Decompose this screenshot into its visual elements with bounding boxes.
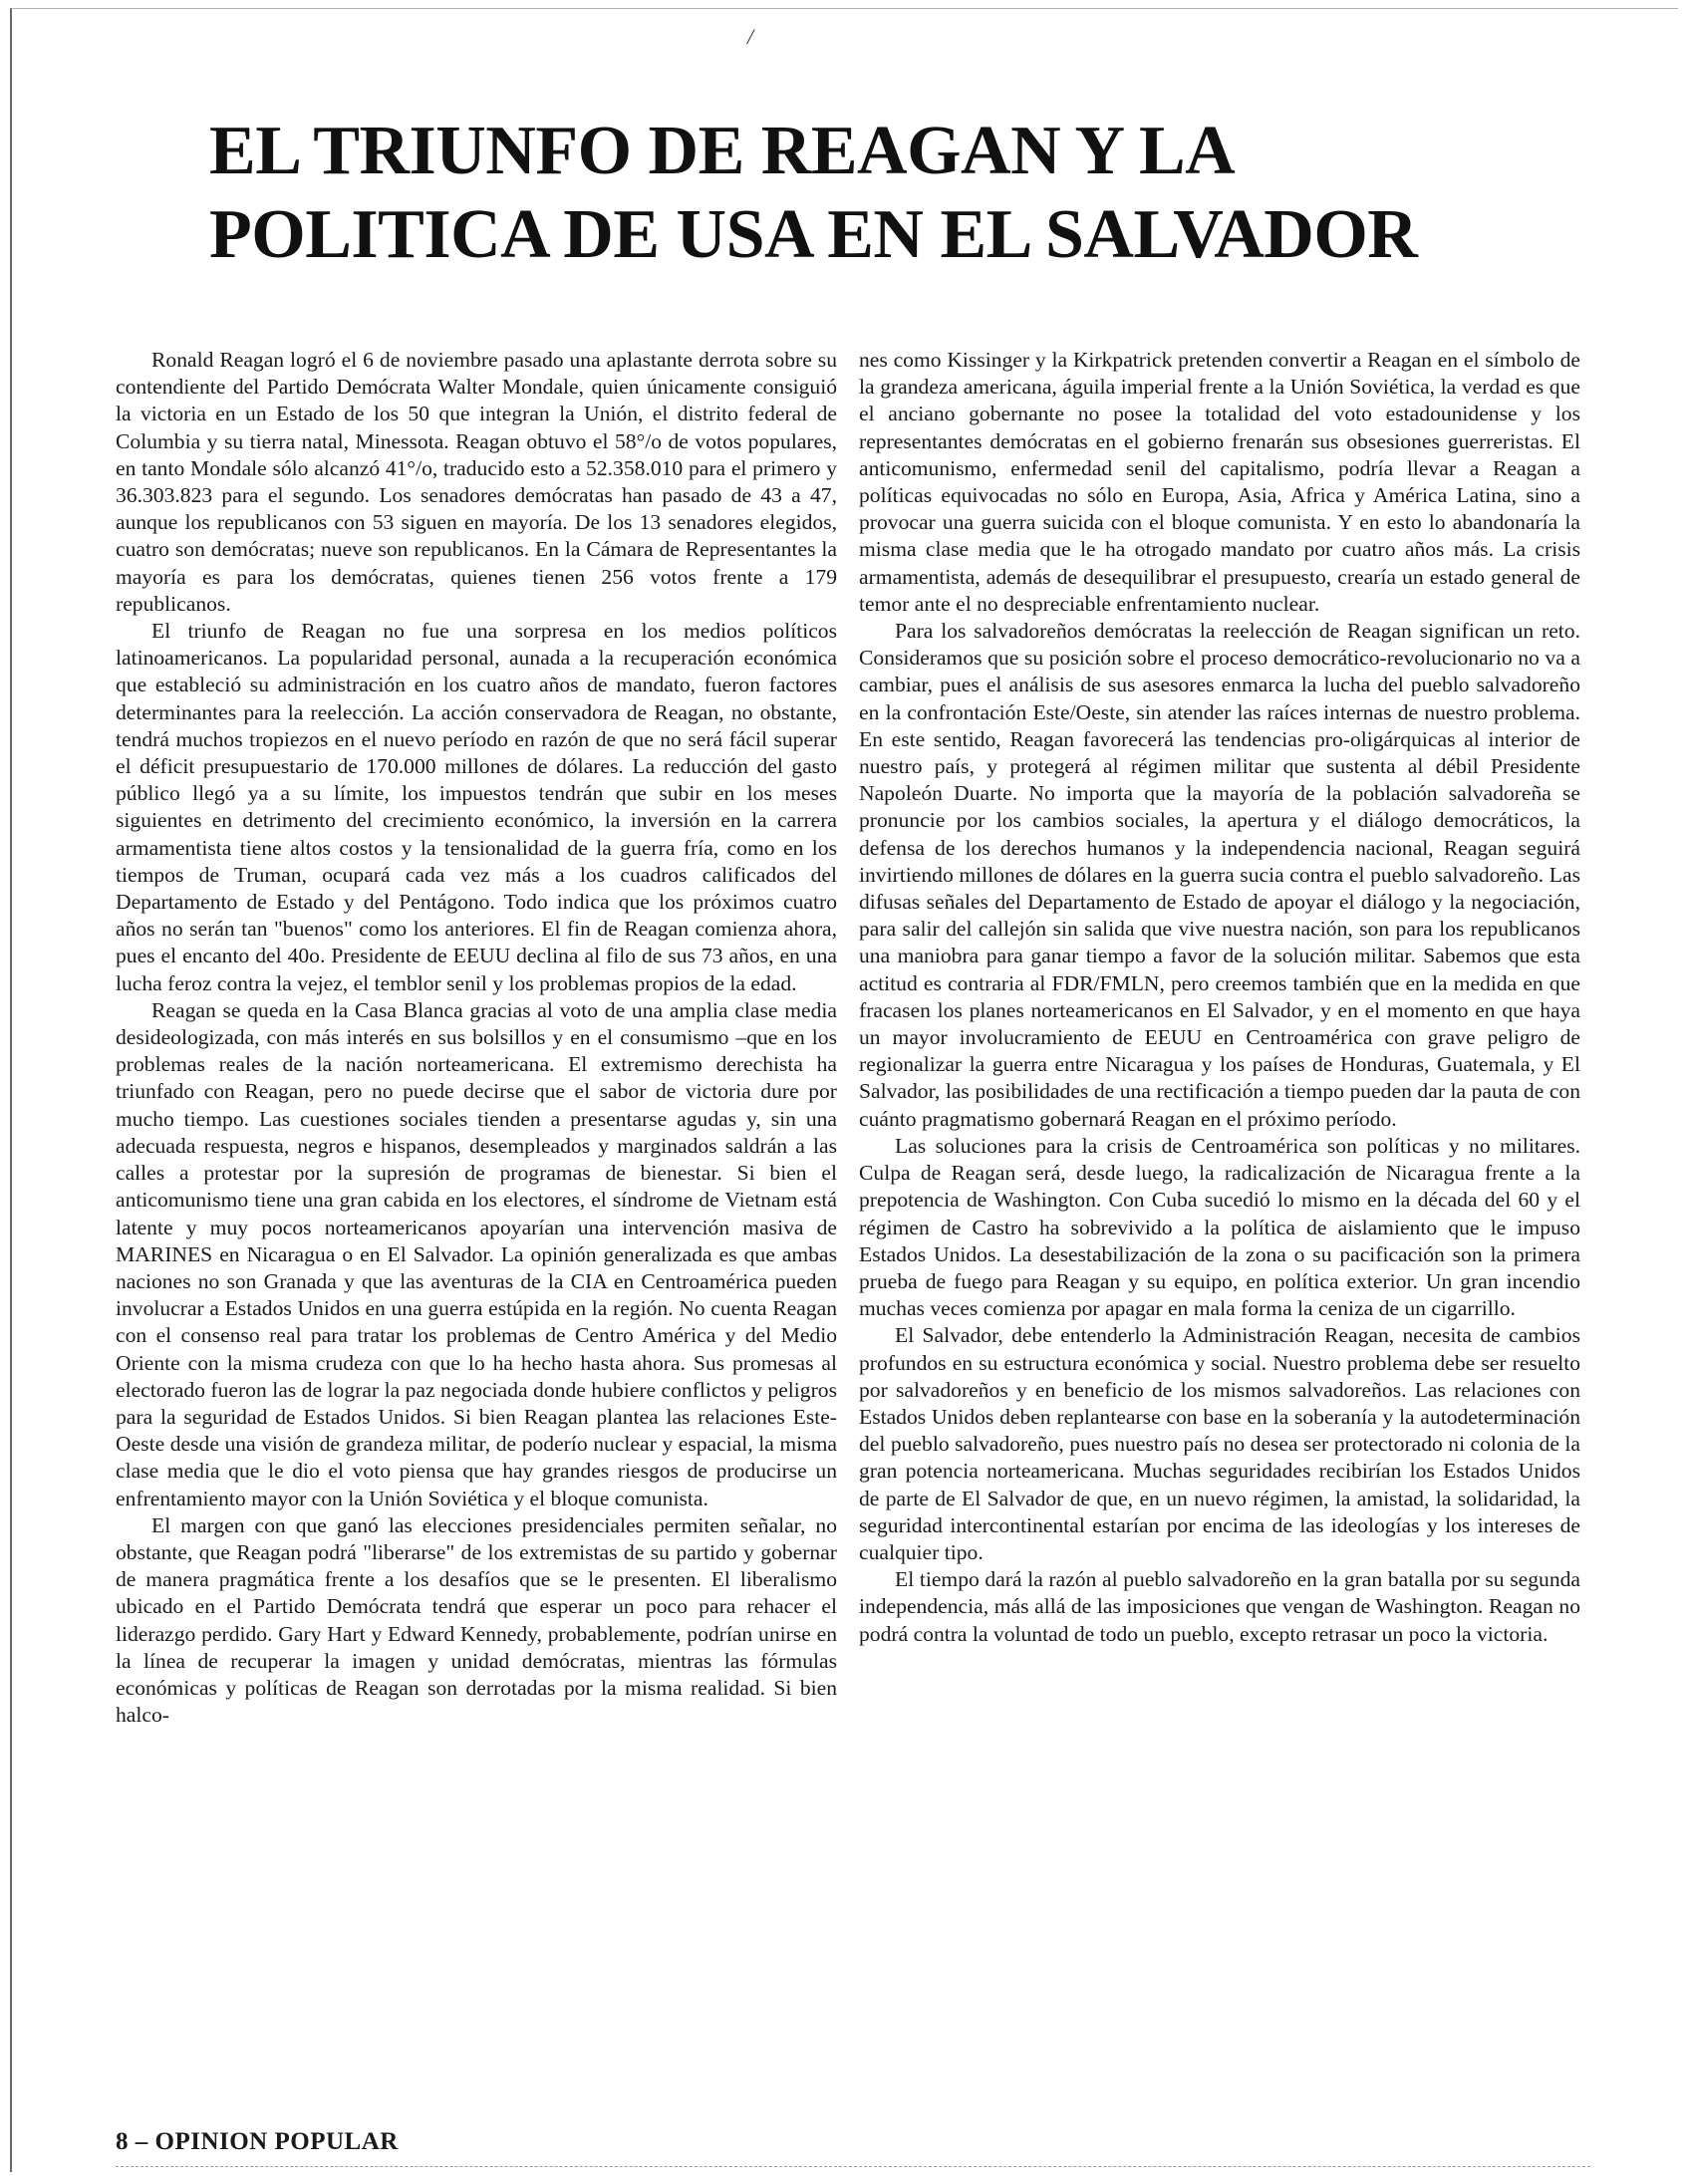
paragraph: El margen con que ganó las elecciones presidenciales permiten señalar, no obstante, que Reagan podrá "liberarse" de los extremistas de su partido y gobernar de manera pragmática frente a los desafíos que se le presenten. El liberalismo ubicado en el Partido Demócrata tendrá que esperar un poco para rehacer el liderazgo perdido. Gary Hart y Edward Kennedy, probablemente, podrían unirse en la línea de recuperar la imagen y unidad demócratas, mientras las fórmulas económicas y políticas de Reagan son derrotadas por la misma realidad. Si bien halco- bbox=[116, 1512, 837, 1728]
headline-line-1: EL TRIUNFO DE REAGAN Y LA bbox=[209, 113, 1236, 189]
headline-line-2: POLITICA DE USA EN EL SALVADOR bbox=[209, 196, 1418, 273]
paragraph: Las soluciones para la crisis de Centroamérica son políticas y no militares. Culpa de Reagan será, desde luego, la radicalización de Nicaragua frente a la prepotencia de Washington. Con Cuba sucedió lo mismo en la década del 60 y el régimen de Castro ha sobrevivido a la política de aislamiento que le impuso Estados Unidos. La desestabilización de la zona o su pacificación son la primera prueba de fuego para Reagan y su equipo, en política exterior. Un gran incendio muchas veces comienza por apagar en mala forma la ceniza de un cigarrillo. bbox=[859, 1133, 1580, 1321]
article-column-right bbox=[859, 347, 1580, 1648]
paragraph: El tiempo dará la razón al pueblo salvadoreño en la gran batalla por su segunda independencia, más allá de las imposiciones que vengan de Washington. Reagan no podrá contra la voluntad de todo un pueblo, excepto retrasar un poco la victoria. bbox=[859, 1567, 1580, 1646]
paragraph: nes como Kissinger y la Kirkpatrick pretenden convertir a Reagan en el símbolo de la grandeza americana, águila imperial frente a la Unión Soviética, la verdad es que el anciano gobernante no posee la totalidad del voto estadounidense y los representantes demócratas en el gobierno frenarán sus obsesiones guerreristas. El anticomunismo, enfermedad senil del capitalismo, podría llevar a Reagan a políticas equivocadas no sólo en Europa, Asia, Africa y América Latina, sino a provocar una guerra suicida con el bloque comunista. Y en esto lo abandonaría la misma clase media que le ha otrogado mandato por cuatro años más. La crisis armamentista, además de desequilibrar el presupuesto, crearía un estado general de temor ante el no despreciable enfrentamiento nuclear. bbox=[859, 348, 1580, 616]
bottom-rule bbox=[116, 2166, 1590, 2167]
headline bbox=[209, 110, 1505, 277]
paragraph: El triunfo de Reagan no fue una sorpresa en los medios políticos latinoamericanos. La popularidad personal, aunada a la recuperación económica que estableció su administración en los cuatro años de mandato, fueron factores determinantes para la reelección. La acción conservadora de Reagan, no obstante, tendrá muchos tropiezos en el nuevo período en razón de que no será fácil superar el déficit presupuestario de 170.000 millones de dólares. La reducción del gasto público llegó ya a su límite, los impuestos tendrán que subir en los meses siguientes en detrimento del crecimiento económico, la inversión en la carrera armamentista tiene altos costos y la tensionalidad de la guerra fría, como en los tiempos de Truman, ocupará cada vez más a los cuadros calificados del Departamento de Estado y del Pentágono. Todo indica que los próximos cuatro años no serán tan "buenos" como los anteriores. El fin de Reagan comienza ahora, pues el encanto del 40o. Presidente de EEUU declina al filo de sus 73 años, en una lucha feroz contra la vejez, el temblor senil y los problemas propios de la edad. bbox=[116, 619, 837, 995]
paragraph: Ronald Reagan logró el 6 de noviembre pasado una aplastante derrota sobre su contendiente del Partido Demócrata Walter Mondale, quien únicamente consiguió la victoria en un Estado de los 50 que integran la Unión, el distrito federal de Columbia y su tierra natal, Minessota. Reagan obtuvo el 58°/o de votos populares, en tanto Mondale sólo alcanzó 41°/o, traducido esto a 52.358.010 para el primero y 36.303.823 para el segundo. Los senadores demócratas han pasado de 43 a 47, aunque los republicanos con 53 siguen en mayoría. De los 13 senadores elegidos, cuatro son demócratas; nueve son republicanos. En la Cámara de Representantes la mayoría es para los demócratas, quienes tienen 256 votos frente a 179 republicanos. bbox=[116, 348, 837, 616]
page-mark: / bbox=[747, 24, 754, 49]
paragraph: Reagan se queda en la Casa Blanca gracias al voto de una amplia clase media desideologizada, con más interés en sus bolsillos y en el consumismo –que en los problemas reales de la nación norteamericana. El extremismo derechista ha triunfado con Reagan, pero no puede decirse que el sabor de victoria dure por mucho tiempo. Las cuestiones sociales tienden a presentarse agudas y, sin una adecuada respuesta, negros e hispanos, desempleados y marginados saldrán a las calles a protestar por la supresión de programas de bienestar. Si bien el anticomunismo tiene una gran cabida en los electores, el síndrome de Vietnam está latente y muy pocos norteamericanos apoyarían una intervención masiva de MARINES en Nicaragua o en El Salvador. La opinión generalizada es que ambas naciones no son Granada y que las aventuras de la CIA en Centroamérica pueden involucrar a Estados Unidos en una guerra estúpida en la región. No cuenta Reagan con el consenso real para tratar los problemas de Centro América y del Medio Oriente con la misma crudeza con que lo ha hecho hasta ahora. Sus promesas al electorado fueron las de lograr la paz negociada donde hubiere conflictos y peligros para la seguridad de Estados Unidos. Si bien Reagan plantea las relaciones Este-Oeste desde una visión de grandeza militar, de poderío nuclear y espacial, la misma clase media que le dio el voto piensa que hay grandes riesgos de producirse un enfrentamiento mayor con la Unión Soviética y el bloque comunista. bbox=[116, 997, 837, 1510]
paragraph: El Salvador, debe entenderlo la Administración Reagan, necesita de cambios profundos en su estructura económica y social. Nuestro problema debe ser resuelto por salvadoreños y en beneficio de los mismos salvadoreños. Las relaciones con Estados Unidos deben replantearse con base en la soberanía y la autodeterminación del pueblo salvadoreño, pues nuestro país no desea ser protectorado ni colonia de la gran potencia norteamericana. Muchas seguridades recibirían los Estados Unidos de parte de El Salvador de que, en un nuevo régimen, la amistad, la solidaridad, la seguridad intercontinental estarían por encima de las ideologías y los intereses de cualquier tipo. bbox=[859, 1323, 1580, 1564]
paragraph: Para los salvadoreños demócratas la reelección de Reagan significan un reto. Consideramos que su posición sobre el proceso democrático-revolucionario no va a cambiar, pues el análisis de sus asesores enmarca la lucha del pueblo salvadoreño en la confrontación Este/Oeste, sin atender las raíces internas de nuestro problema. En este sentido, Reagan favorecerá las tendencias pro-oligárquicas al interior de nuestro país, y protegerá al régimen militar que sustenta al débil Presidente Napoleón Duarte. No importa que la mayoría de la población salvadoreña se pronuncie por los cambios sociales, la apertura y el diálogo democráticos, la defensa de los derechos humanos y la independencia nacional, Reagan seguirá invirtiendo millones de dólares en la guerra sucia contra el pueblo salvadoreño. Las difusas señales del Departamento de Estado de apoyar el diálogo y la negociación, para salir del callejón sin salida que vive nuestra nación, son para los republicanos una maniobra para ganar tiempo a favor de la solución militar. Sabemos que esta actitud es contraria al FDR/FMLN, pero creemos también que en la medida en que fracasen los planes norteamericanos en El Salvador, y en el momento en que haya un mayor involucramiento de EEUU en Centroamérica con grave peligro de regionalizar la guerra entre Nicaragua y los países de Honduras, Guatemala, y El Salvador, las posibilidades de una rectificación a tiempo pueden dar la pauta de con cuánto pragmatismo gobernará Reagan en el próximo período. bbox=[859, 619, 1580, 1131]
article-column-left bbox=[116, 347, 837, 1729]
page-footer: 8 – OPINION POPULAR bbox=[116, 2128, 399, 2155]
